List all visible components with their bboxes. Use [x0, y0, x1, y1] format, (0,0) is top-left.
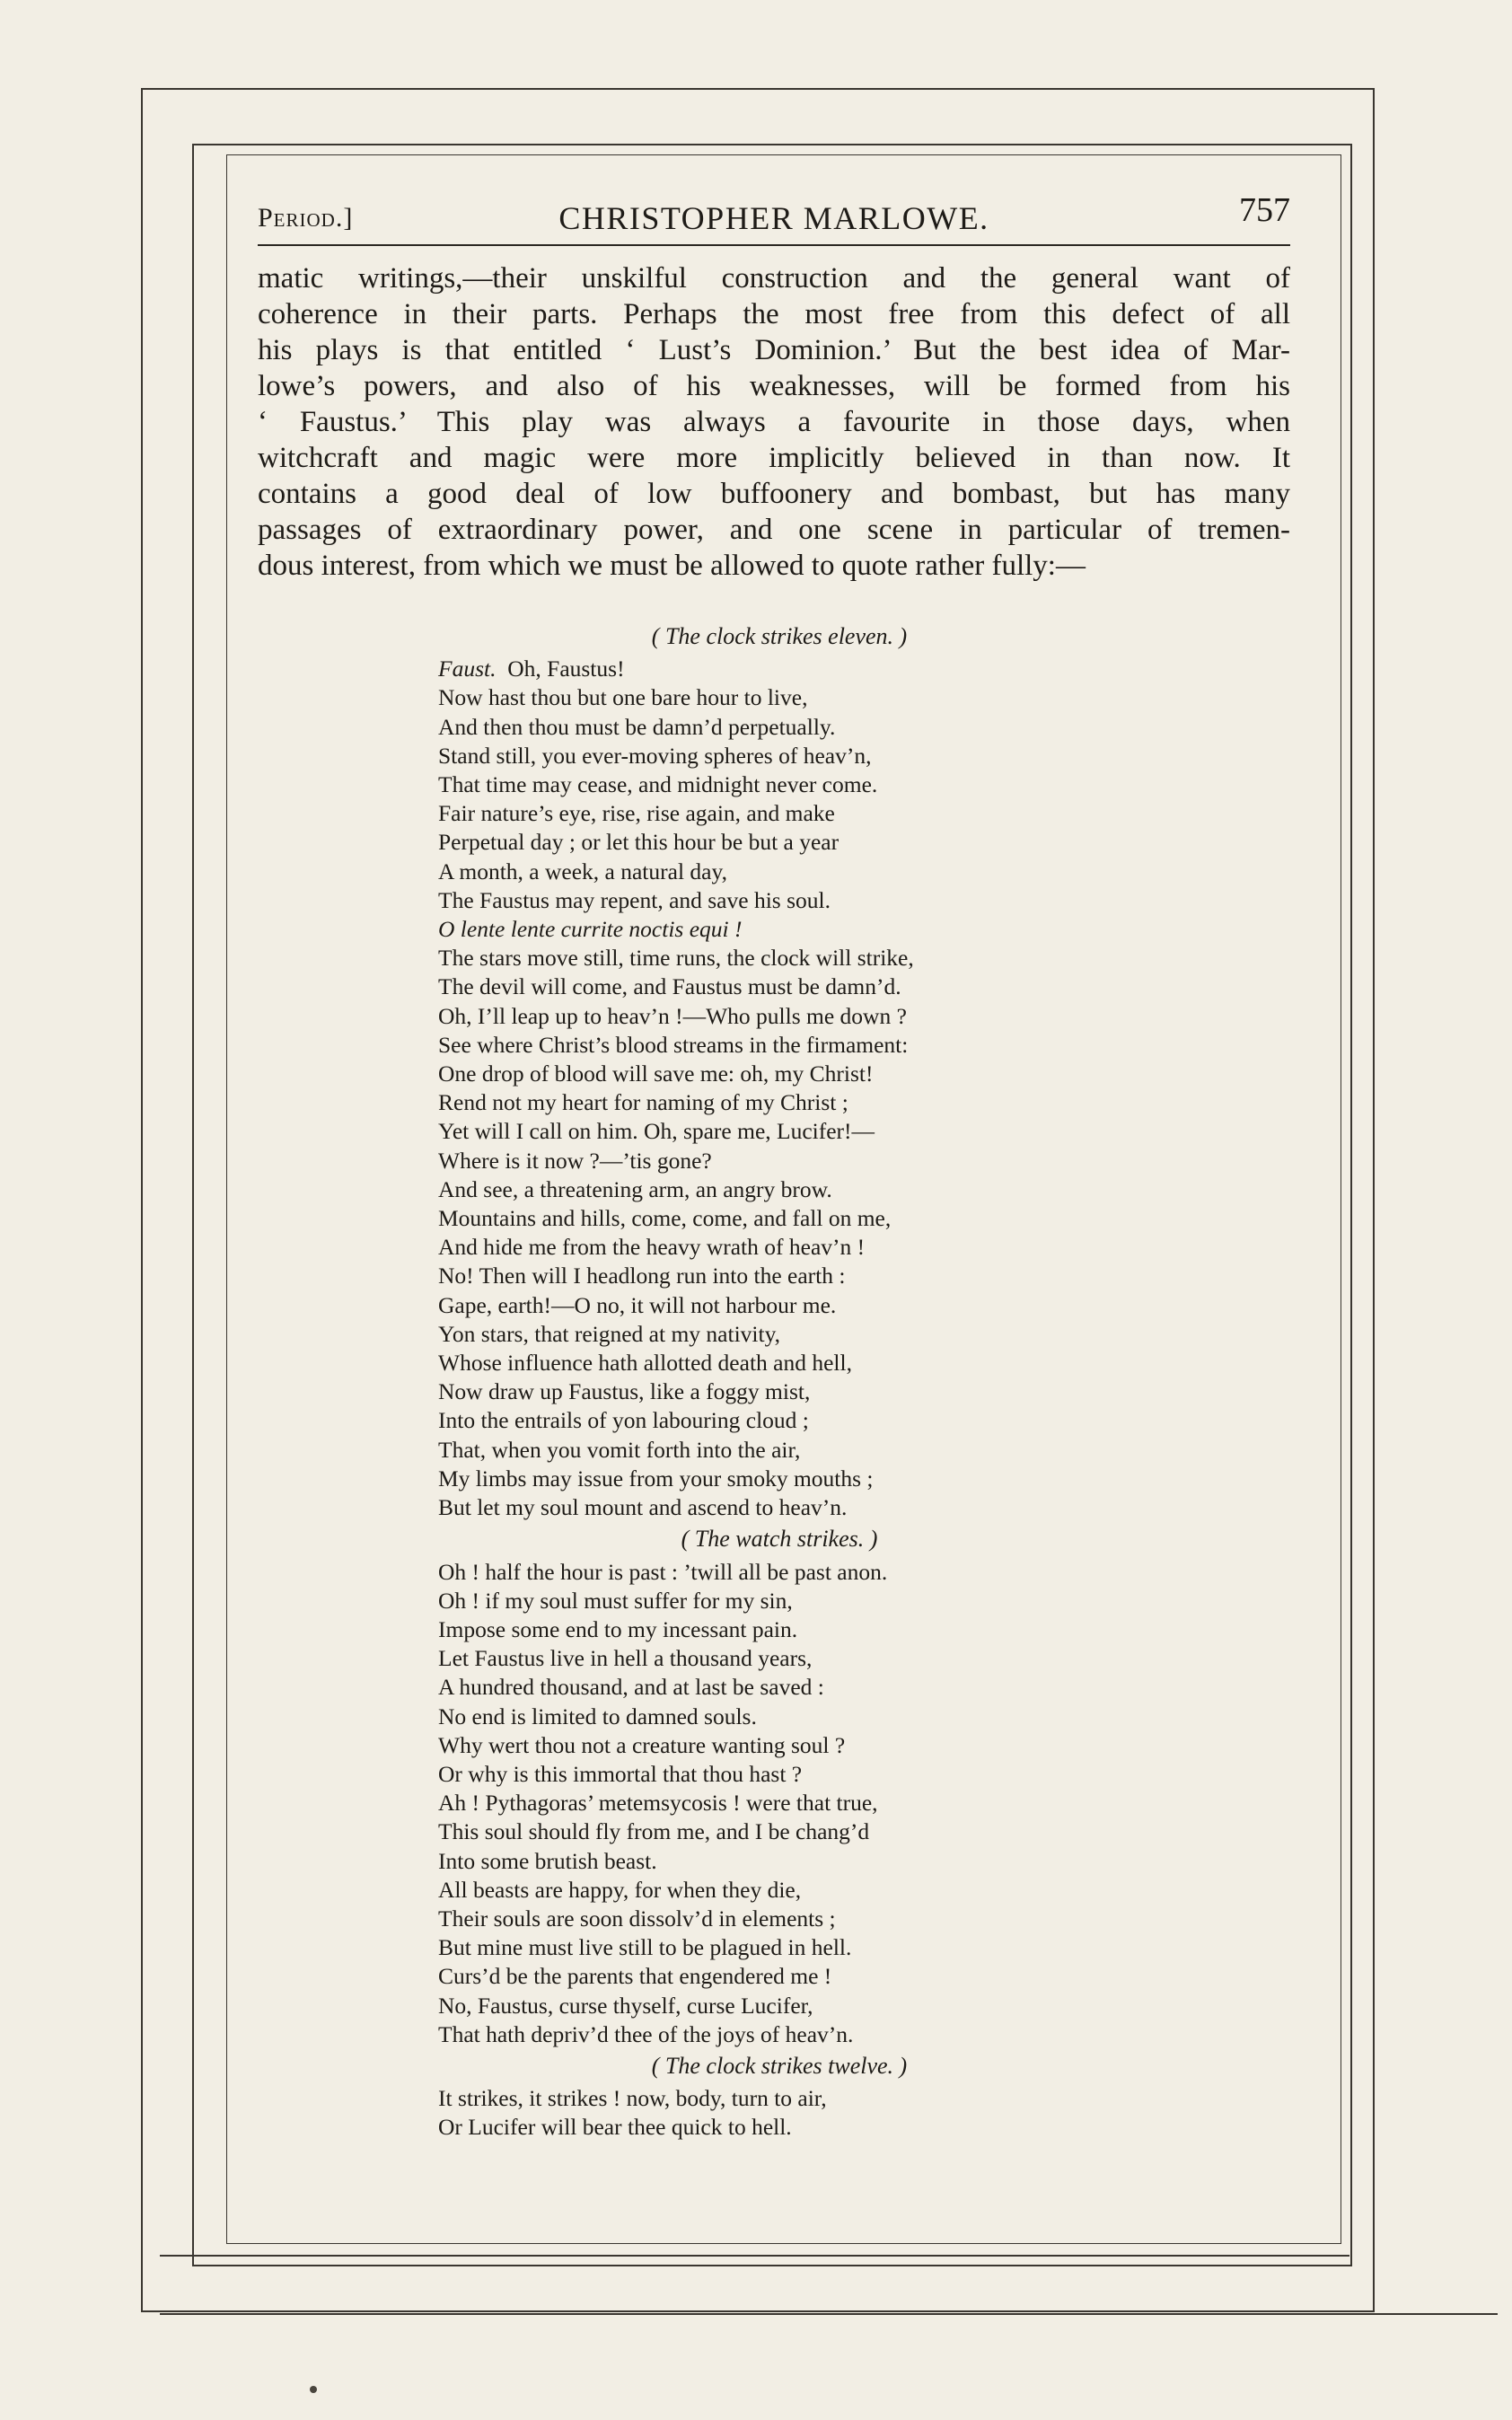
verse-line: No! Then will I headlong run into the earth :	[438, 1263, 846, 1289]
prose-paragraph	[258, 260, 1290, 584]
verse-line: Rend not my heart for naming of my Christ ;	[438, 1089, 848, 1116]
verse-line: And then thou must be damn’d perpetually.	[438, 713, 836, 740]
verse-line: See where Christ’s blood streams in the firmament:	[438, 1031, 909, 1058]
verse-line: That, when you vomit forth into the air,	[438, 1436, 801, 1463]
prose-line: lowe’s powers, and also of his weaknesses, will be formed from his	[258, 370, 1290, 402]
first-words: Oh, Faustus!	[507, 656, 625, 682]
stage-direction: ( The watch strikes. )	[681, 1526, 878, 1553]
verse-line: But let my soul mount and ascend to heav’n.	[438, 1494, 848, 1521]
verse-line: Or why is this immortal that thou hast ?	[438, 1760, 803, 1787]
verse-block-b	[438, 944, 1121, 1522]
verse-line: Into some brutish beast.	[438, 1847, 657, 1874]
verse-line: My limbs may issue from your smoky mouths ;	[438, 1465, 874, 1492]
prose-line: witchcraft and magic were more implicitly believed in than now. It	[258, 442, 1290, 474]
verse-line: Perpetual day ; or let this hour be but a year	[438, 829, 840, 856]
verse-line: That time may cease, and midnight never come.	[438, 771, 878, 798]
prose-line: matic writings,—their unskilful construction and the general want of	[258, 262, 1290, 295]
verse-line-first	[438, 655, 1121, 683]
verse-quotation	[438, 620, 1121, 2143]
prose-line: contains a good deal of low buffoonery and bombast, but has many	[258, 478, 1290, 510]
ink-spot	[310, 2386, 317, 2393]
prose-line: coherence in their parts. Perhaps the most free from this defect of all	[258, 298, 1290, 330]
verse-line: Where is it now ?—’tis gone?	[438, 1147, 712, 1174]
verse-line: Now draw up Faustus, like a foggy mist,	[438, 1378, 811, 1405]
verse-line: No, Faustus, curse thyself, curse Lucifer,	[438, 1992, 813, 2019]
prose-line: ‘ Faustus.’ This play was always a favourite in those days, when	[258, 406, 1290, 438]
verse-line: A month, a week, a natural day,	[438, 858, 727, 884]
bottom-rule-inner	[160, 2255, 1349, 2257]
stage-direction: ( The clock strikes eleven. )	[651, 623, 908, 649]
latin-line: O lente lente currite noctis equi !	[438, 916, 743, 943]
verse-line: No end is limited to damned souls.	[438, 1703, 757, 1729]
verse-line: That hath depriv’d thee of the joys of heav’n.	[438, 2020, 854, 2047]
verse-line: Why wert thou not a creature wanting soul ?	[438, 1731, 846, 1758]
verse-line: Oh, I’ll leap up to heav’n !—Who pulls me down ?	[438, 1002, 907, 1029]
verse-line: All beasts are happy, for when they die,	[438, 1876, 802, 1903]
verse-line: Or Lucifer will bear thee quick to hell.	[438, 2114, 792, 2141]
verse-line: Yet will I call on him. Oh, spare me, Lucifer!—	[438, 1118, 875, 1145]
verse-line: Mountains and hills, come, come, and fall on me,	[438, 1205, 892, 1232]
verse-line: Oh ! half the hour is past : ’twill all be past anon.	[438, 1558, 888, 1585]
verse-line: And hide me from the heavy wrath of heav’n !	[438, 1234, 866, 1261]
bottom-rule	[160, 2313, 1498, 2315]
verse-line: The Faustus may repent, and save his soul.	[438, 886, 831, 913]
prose-line: passages of extraordinary power, and one scene in particular of tremen-	[258, 514, 1290, 546]
verse-line: Stand still, you ever-moving spheres of heav’n,	[438, 742, 872, 769]
verse-block-d	[438, 2084, 1121, 2142]
verse-line: Their souls are soon dissolv’d in elements ;	[438, 1905, 836, 1932]
verse-line: Curs’d be the parents that engendered me !	[438, 1963, 832, 1990]
stage-direction: ( The clock strikes twelve. )	[651, 2052, 908, 2079]
verse-line: One drop of blood will save me: oh, my Christ!	[438, 1060, 874, 1087]
verse-line: Gape, earth!—O no, it will not harbour me.	[438, 1291, 837, 1318]
verse-line: The devil will come, and Faustus must be damn’d.	[438, 973, 901, 1000]
verse-block-c	[438, 1558, 1121, 2049]
speaker-name: Faust.	[438, 656, 497, 682]
verse-line: Let Faustus live in hell a thousand years,	[438, 1645, 813, 1672]
header-rule	[258, 244, 1290, 246]
verse-line: Oh ! if my soul must suffer for my sin,	[438, 1587, 793, 1614]
verse-line: Fair nature’s eye, rise, rise again, and make	[438, 800, 835, 827]
verse-line: Whose influence hath allotted death and hell,	[438, 1350, 852, 1377]
verse-line: The stars move still, time runs, the clock will strike,	[438, 945, 914, 972]
verse-line: A hundred thousand, and at last be saved :	[438, 1674, 824, 1701]
running-header	[258, 185, 1290, 242]
verse-line: Now hast thou but one bare hour to live,	[438, 684, 808, 711]
verse-line: But mine must live still to be plagued in hell.	[438, 1934, 852, 1961]
verse-line: Impose some end to my incessant pain.	[438, 1615, 798, 1642]
verse-line: Ah ! Pythagoras’ metemsycosis ! were that true,	[438, 1790, 878, 1817]
verse-line: This soul should fly from me, and I be chang’d	[438, 1818, 870, 1845]
verse-line: Yon stars, that reigned at my nativity,	[438, 1320, 781, 1347]
verse-line: It strikes, it strikes ! now, body, turn to air,	[438, 2085, 827, 2112]
page-number: 757	[1239, 191, 1290, 229]
verse-block-a	[438, 683, 1121, 915]
header-title: CHRISTOPHER MARLOWE.	[558, 200, 989, 236]
verse-line: And see, a threatening arm, an angry brow.	[438, 1175, 832, 1202]
verse-line: Into the entrails of yon labouring cloud ;	[438, 1407, 809, 1434]
prose-line: dous interest, from which we must be allowed to quote rather fully:—	[258, 550, 1086, 582]
header-period: Period.]	[258, 203, 354, 233]
prose-line: his plays is that entitled ‘ Lust’s Dominion.’ But the best idea of Mar-	[258, 334, 1290, 366]
